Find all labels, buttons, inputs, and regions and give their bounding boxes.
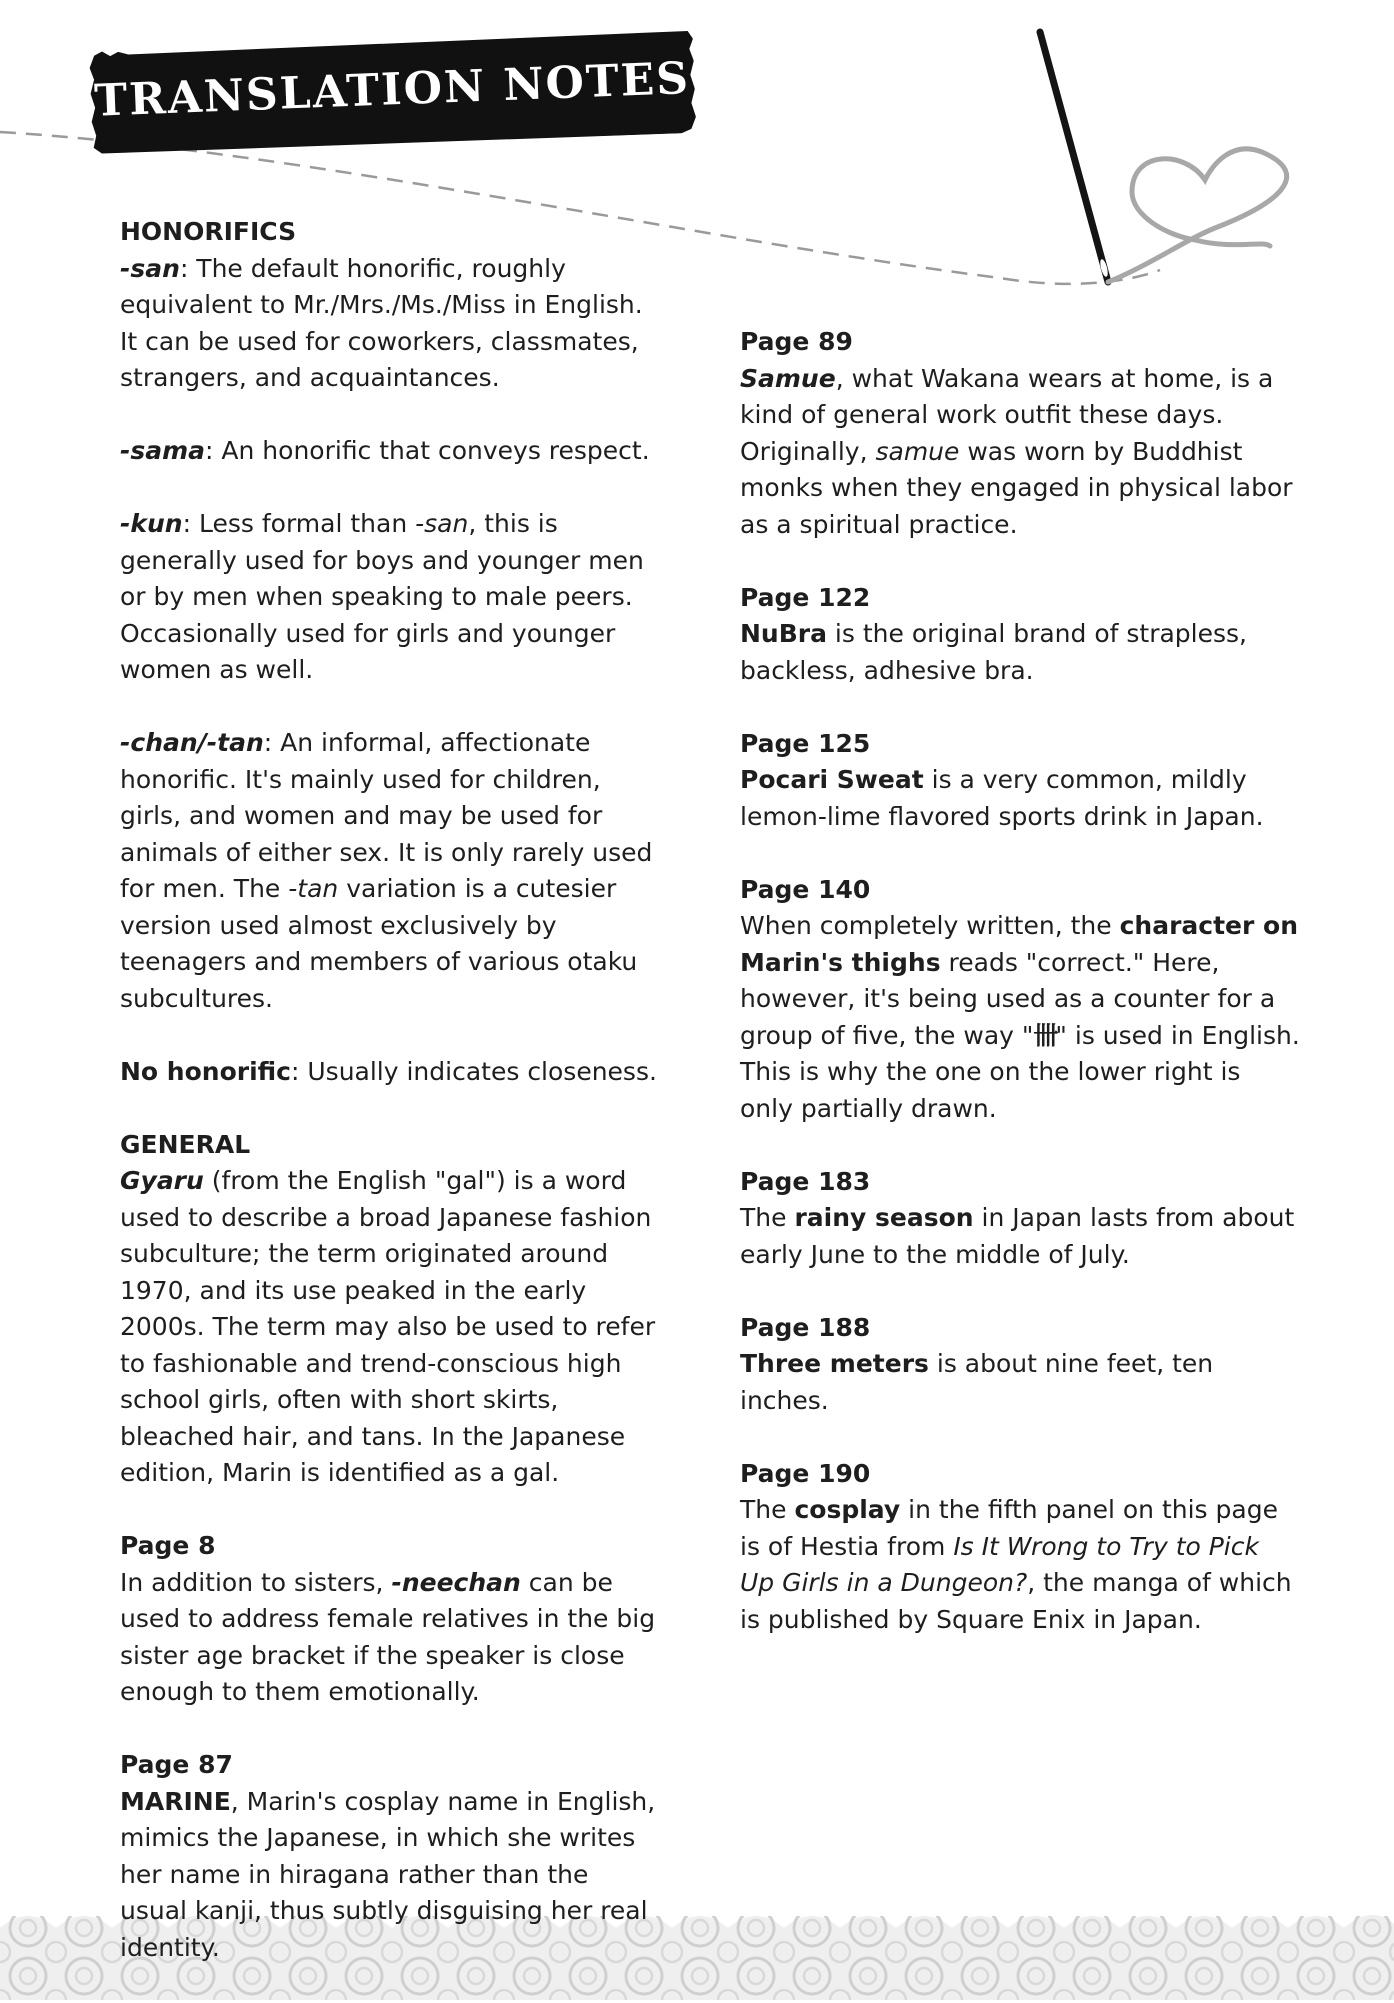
term: MARINE [120, 1786, 231, 1816]
term: cosplay [794, 1495, 901, 1524]
note-text: : Less formal than [182, 509, 416, 538]
page-heading: Page 183 [740, 1166, 871, 1196]
inline-term: -tan [288, 874, 339, 903]
tally-mark: 卌 [1033, 1020, 1056, 1050]
section-heading: HONORIFICS [120, 217, 297, 246]
note-text: (from the English "gal") is a word used to describe a broad Japanese fashion subculture; the term originated around 1970, and its use peaked in the early 2000s. The term may also be used to refer to fashionable and trend-conscious high school girls, often with short skirts, bleached hair, and tans. In the Japanese edition, Marin is identified as a gal. [120, 1166, 656, 1487]
note-text: : An informal, affectionate honorific. It's mainly used for children, girls, and women and may be used for animals of either sex. It is only rarely used for men. The [120, 728, 653, 903]
note-page-89 [740, 324, 1300, 543]
note-text: can be used to address female relatives in the big sister age bracket if the speaker is close enough to them emotionally. [120, 1567, 656, 1706]
term: Pocari Sweat [740, 765, 924, 794]
honorifics-section [120, 214, 660, 397]
page-heading: Page 188 [740, 1312, 871, 1342]
term: Three meters [740, 1349, 929, 1378]
note-chan [120, 725, 660, 1017]
note-text: " is used in English. This is why the one on the lower right is only partially drawn. [740, 1020, 1300, 1123]
term: Gyaru [120, 1166, 204, 1195]
page-title: TRANSLATION NOTES [93, 52, 691, 127]
note-page-8 [120, 1528, 660, 1711]
left-column [120, 214, 660, 2003]
page-heading: Page 140 [740, 874, 871, 904]
note-page-125 [740, 726, 1300, 836]
term: -chan/-tan [120, 728, 264, 757]
note-text: in the fifth panel on this page is of Hestia from [740, 1495, 1278, 1561]
note-page-87 [120, 1747, 660, 1966]
note-text: , Marin's cosplay name in English, mimics the Japanese, in which she writes her name in hiragana rather than the usual kanji, thus subtly disguising her real identity. [120, 1786, 656, 1962]
note-text: , what Wakana wears at home, is a kind of general work outfit these days. Originally, [740, 363, 1274, 466]
note-no-honorific [120, 1054, 660, 1091]
note-text: : An honorific that conveys respect. [205, 436, 650, 465]
note-page-140 [740, 872, 1300, 1128]
right-column [740, 324, 1300, 1675]
term: Samue [740, 363, 836, 393]
note-text: in Japan lasts from about early June to the middle of July. [740, 1203, 1295, 1269]
note-text: The [740, 1203, 795, 1232]
note-text: variation is a cutesier version used almost exclusively by teenagers and members of various otaku subcultures. [120, 874, 638, 1013]
note-text: When completely written, the [740, 911, 1120, 940]
term: No honorific [120, 1056, 291, 1086]
note-text: was worn by Buddhist monks when they engaged in physical labor as a spiritual practice. [740, 436, 1293, 539]
page-heading: Page 8 [120, 1531, 216, 1560]
term: -neechan [391, 1567, 521, 1597]
heart-thread-icon [1108, 149, 1287, 282]
note-text: is a very common, mildly lemon-lime flavored sports drink in Japan. [740, 765, 1264, 831]
note-text: is about nine feet, ten inches. [740, 1349, 1214, 1415]
page-heading: Page 122 [740, 582, 871, 612]
note-text: : Usually indicates closeness. [291, 1056, 657, 1086]
term: NuBra [740, 619, 827, 648]
note-page-190 [740, 1456, 1300, 1639]
note-text: is the original brand of strapless, backless, adhesive bra. [740, 619, 1248, 685]
note-text: The [740, 1495, 795, 1524]
inline-term: samue [875, 436, 960, 466]
note-sama [120, 433, 660, 470]
note-text: , the manga of which is published by Square Enix in Japan. [740, 1568, 1292, 1634]
note-kun [120, 506, 660, 689]
note-page-122 [740, 580, 1300, 690]
page-heading: Page 87 [120, 1750, 233, 1779]
section-heading: GENERAL [120, 1129, 251, 1159]
note-page-188 [740, 1310, 1300, 1420]
page-heading: Page 89 [740, 327, 853, 356]
note-text: : The default honorific, roughly equivalent to Mr./Mrs./Ms./Miss in English. It can be used for coworkers, classmates, strangers, and acquaintances. [120, 253, 643, 392]
note-text: In addition to sisters, [120, 1567, 392, 1597]
term: character on Marin's thighs [740, 911, 1298, 977]
general-section [120, 1127, 660, 1492]
note-text: , this is generally used for boys and younger men or by men when speaking to male peers. Occasionally used for girls and younger women as well. [120, 509, 644, 684]
note-page-183 [740, 1164, 1300, 1274]
needle-icon [1040, 32, 1109, 282]
term: -sama [120, 436, 206, 465]
inline-term: -san [415, 509, 469, 538]
term: -kun [120, 509, 183, 538]
page-heading: Page 125 [740, 728, 871, 758]
term: -san [120, 253, 180, 283]
work-title: Is It Wrong to Try to Pick Up Girls in a Dungeon? [740, 1531, 1259, 1597]
term: rainy season [794, 1203, 974, 1232]
page-heading: Page 190 [740, 1458, 871, 1488]
note-text: reads "correct." Here, however, it's being used as a counter for a group of five, the way " [740, 947, 1276, 1050]
